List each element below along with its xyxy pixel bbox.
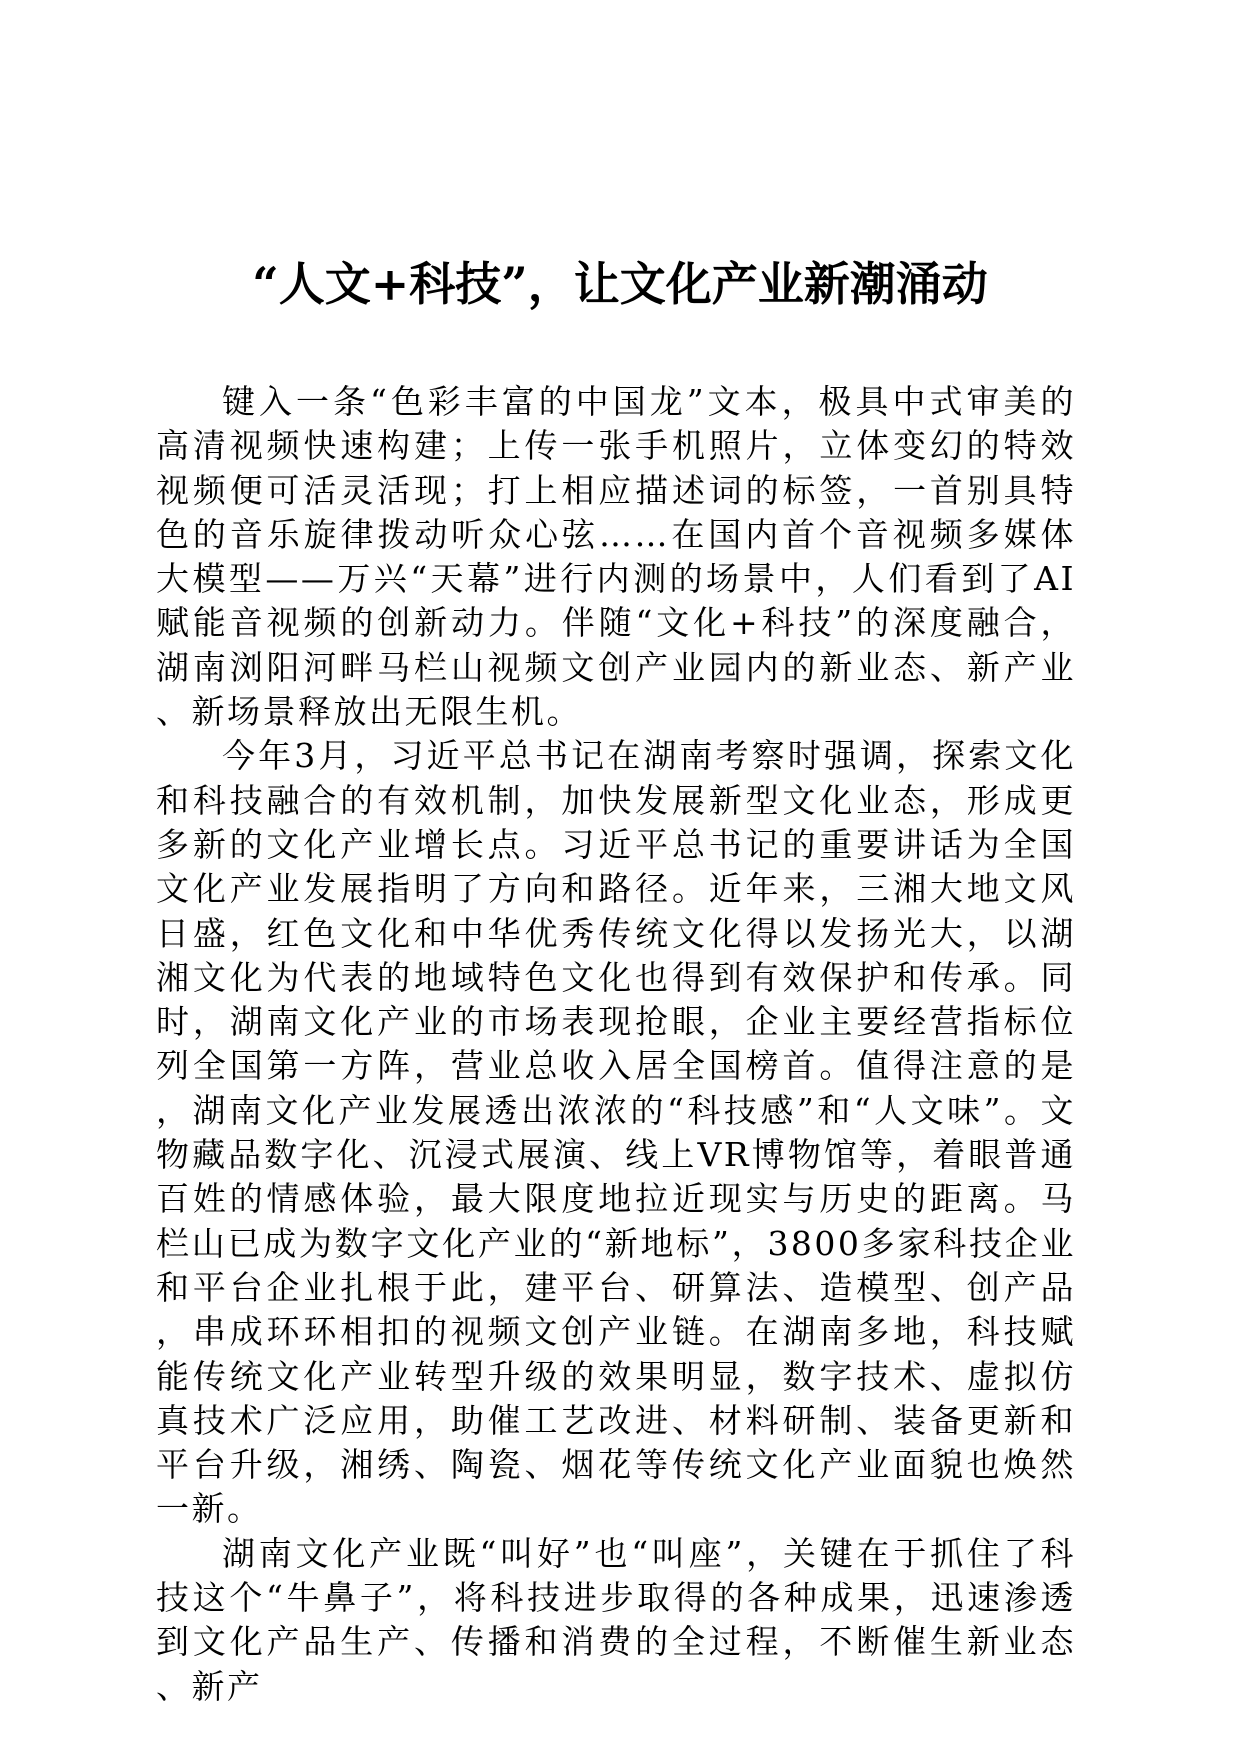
article-title: “人文+科技”，让文化产业新潮涌动 <box>252 257 988 311</box>
paragraph-3: 湖南文化产业既“叫好”也“叫座”，关键在于抓住了科技这个“牛鼻子”，将科技进步取得的各种成果，迅速渗透到文化产品生产、传播和消费的全过程，不断催生新业态、新产 <box>156 1533 1076 1706</box>
article-body <box>156 380 1076 1709</box>
paragraph-1: 键入一条“色彩丰富的中国龙”文本，极具中式审美的高清视频快速构建；上传一张手机照片，立体变幻的特效视频便可活灵活现；打上相应描述词的标签，一首别具特色的音乐旋律拨动听众心弦……在国内首个音视频多媒体大模型——万兴“天幕”进行内测的场景中，人们看到了AI赋能音视频的创新动力。伴随“文化+科技”的深度融合，湖南浏阳河畔马栏山视频文创产业园内的新业态、新产业、新场景释放出无限生机。 <box>156 382 1076 732</box>
paragraph-2: 今年3月，习近平总书记在湖南考察时强调，探索文化和科技融合的有效机制，加快发展新型文化业态，形成更多新的文化产业增长点。习近平总书记的重要讲话为全国文化产业发展指明了方向和路径。近年来，三湘大地文风日盛，红色文化和中华优秀传统文化得以发扬光大，以湖湘文化为代表的地域特色文化也得到有效保护和传承。同时，湖南文化产业的市场表现抢眼，企业主要经营指标位列全国第一方阵，营业总收入居全国榜首。值得注意的是，湖南文化产业发展透出浓浓的“科技感”和“人文味”。文物藏品数字化、沉浸式展演、线上VR博物馆等，着眼普通百姓的情感体验，最大限度地拉近现实与历史的距离。马栏山已成为数字文化产业的“新地标”，3800多家科技企业和平台企业扎根于此，建平台、研算法、造模型、创产品，串成环环相扣的视频文创产业链。在湖南多地，科技赋能传统文化产业转型升级的效果明显，数字技术、虚拟仿真技术广泛应用，助催工艺改进、材料研制、装备更新和平台升级，湘绣、陶瓷、烟花等传统文化产业面貌也焕然一新。 <box>156 736 1076 1529</box>
